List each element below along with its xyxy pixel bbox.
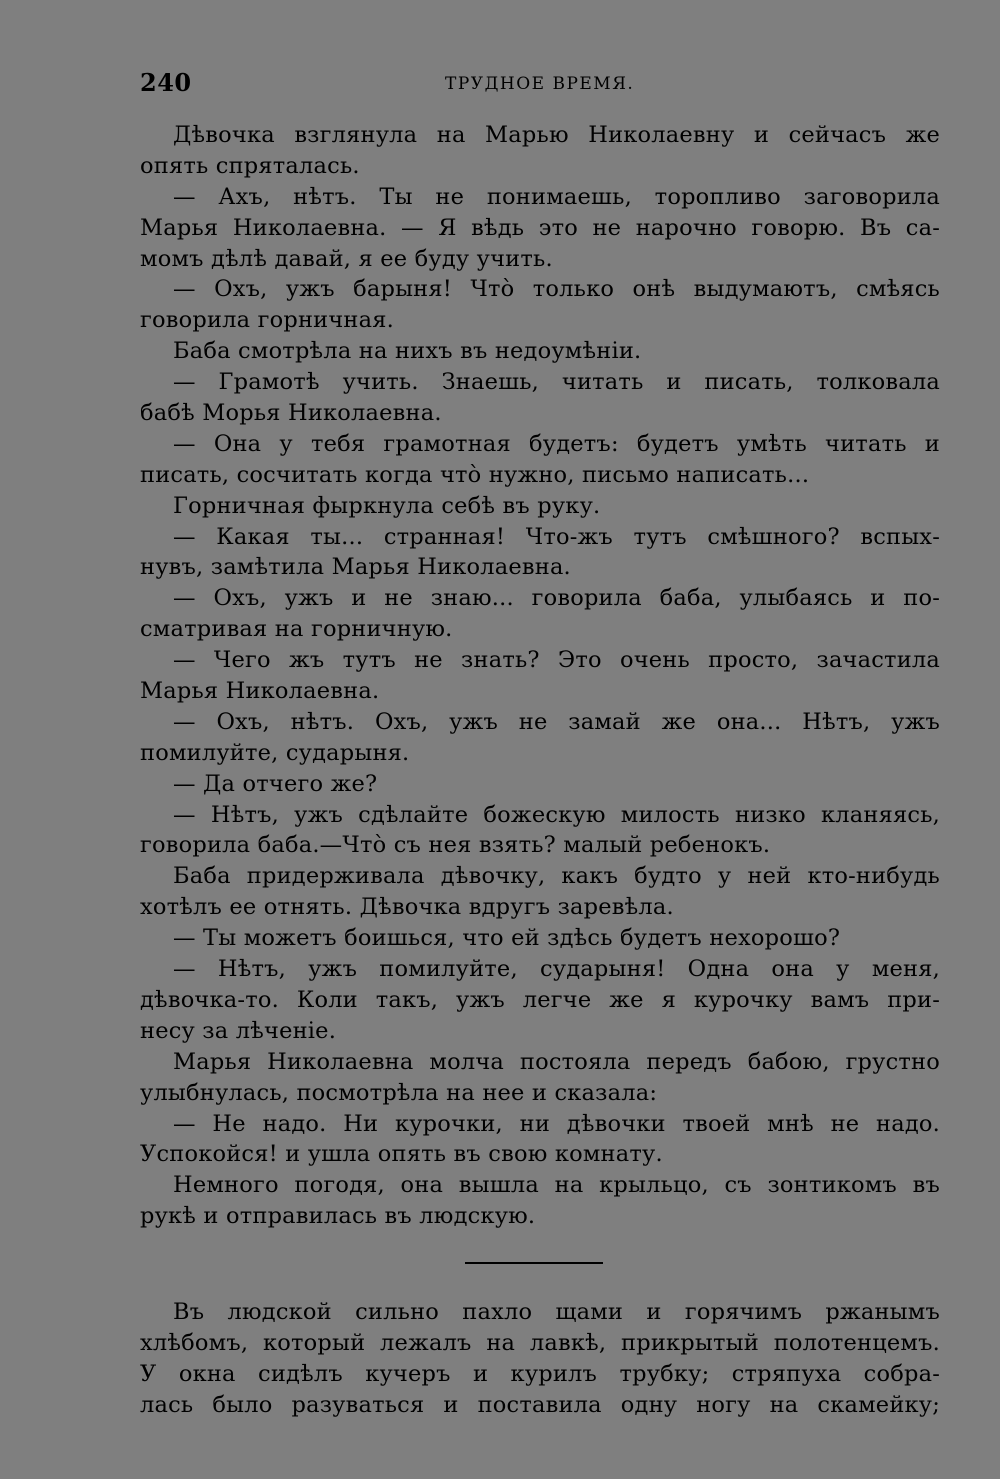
text-line: Успокойся! и ушла опять въ свою комнату.: [140, 1141, 663, 1168]
text-line: — Не надо. Ни курочки, ни дѣвочки твоей мнѣ не надо.: [173, 1110, 940, 1137]
text-line: Горничная фыркнула себѣ въ руку.: [173, 492, 601, 519]
text-line: хотѣлъ ее отнять. Дѣвочка вдругъ заревѣла.: [140, 894, 674, 921]
text-line: рукѣ и отправилась въ людскую.: [140, 1203, 536, 1230]
text-line: несу за лѣченіе.: [140, 1017, 337, 1044]
text-line: говорила горничная.: [140, 307, 394, 334]
text-line: — Да отчего же?: [173, 770, 378, 797]
text-line: дѣвочка-то. Коли такъ, ужъ легче же я курочку вамъ при-: [140, 986, 940, 1013]
text-line: Марья Николаевна.: [140, 678, 380, 705]
text-line: хлѣбомъ, который лежалъ на лавкѣ, прикрытый полотенцемъ.: [140, 1329, 940, 1356]
text-line: — Она у тебя грамотная будетъ: будетъ умѣть читать и: [173, 430, 940, 457]
text-line: опять спряталась.: [140, 152, 360, 179]
text-line: Немного погодя, она вышла на крыльцо, съ зонтикомъ въ: [173, 1172, 940, 1199]
section-divider: [465, 1262, 603, 1264]
page-number: 240: [140, 68, 192, 97]
text-line: — Чего жъ тутъ не знать? Это очень просто, зачастила: [173, 647, 940, 674]
text-line: улыбнулась, посмотрѣла на нее и сказала:: [140, 1079, 658, 1106]
text-line: Баба смотрѣла на нихъ въ недоумѣніи.: [173, 338, 642, 365]
running-head: ТРУДНОЕ ВРЕМЯ.: [445, 74, 635, 94]
text-line: Дѣвочка взглянула на Марью Николаевну и сейчасъ же: [173, 122, 940, 148]
text-line: лась было разуваться и поставила одну ногу на скамейку;: [140, 1391, 940, 1418]
text-line: — Охъ, нѣтъ. Охъ, ужъ не замай же она... Нѣтъ, ужъ: [173, 708, 940, 735]
text-line: писать, сосчитать когда чтò нужно, письмо написать...: [140, 461, 810, 488]
text-line: Баба придерживала дѣвочку, какъ будто у ней кто-нибудь: [173, 863, 940, 890]
text-line: помилуйте, сударыня.: [140, 739, 410, 766]
page-header: [140, 68, 940, 100]
text-line: — Охъ, ужъ и не знаю... говорила баба, улыбаясь и по-: [173, 585, 940, 612]
text-line: говорила баба.—Чтò съ нея взять? малый ребенокъ.: [140, 832, 771, 859]
text-line: У окна сидѣлъ кучеръ и курилъ трубку; стряпуха собра-: [140, 1360, 940, 1387]
text-line: — Нѣтъ, ужъ сдѣлайте божескую милость низко кланяясь,: [173, 801, 940, 828]
text-line: бабѣ Морья Николаевна.: [140, 400, 442, 427]
text-line: — Грамотѣ учить. Знаешь, читать и писать, толковала: [173, 369, 940, 396]
text-line: — Ты можетъ боишься, что ей здѣсь будетъ нехорошо?: [173, 925, 841, 952]
text-line: Въ людской сильно пахло щами и горячимъ ржанымъ: [173, 1299, 940, 1325]
text-line: Марья Николаевна молча постояла передъ бабою, грустно: [173, 1048, 940, 1075]
text-line: — Какая ты... странная! Что-жъ тутъ смѣшного? вспых-: [173, 523, 940, 550]
text-line: момъ дѣлѣ давай, я ее буду учить.: [140, 245, 553, 272]
body-text: [140, 120, 940, 1232]
text-line: — Охъ, ужъ барыня! Чтò только онѣ выдумаютъ, смѣясь: [173, 276, 940, 303]
body-text-continued: [140, 1297, 940, 1421]
text-line: нувъ, замѣтила Марья Николаевна.: [140, 554, 571, 581]
text-line: сматривая на горничную.: [140, 616, 453, 643]
text-line: — Нѣтъ, ужъ помилуйте, сударыня! Одна она у меня,: [173, 956, 940, 983]
text-line: — Ахъ, нѣтъ. Ты не понимаешь, торопливо заговорила: [173, 183, 940, 210]
text-line: Марья Николаевна. — Я вѣдь это не нарочно говорю. Въ са-: [140, 214, 940, 241]
